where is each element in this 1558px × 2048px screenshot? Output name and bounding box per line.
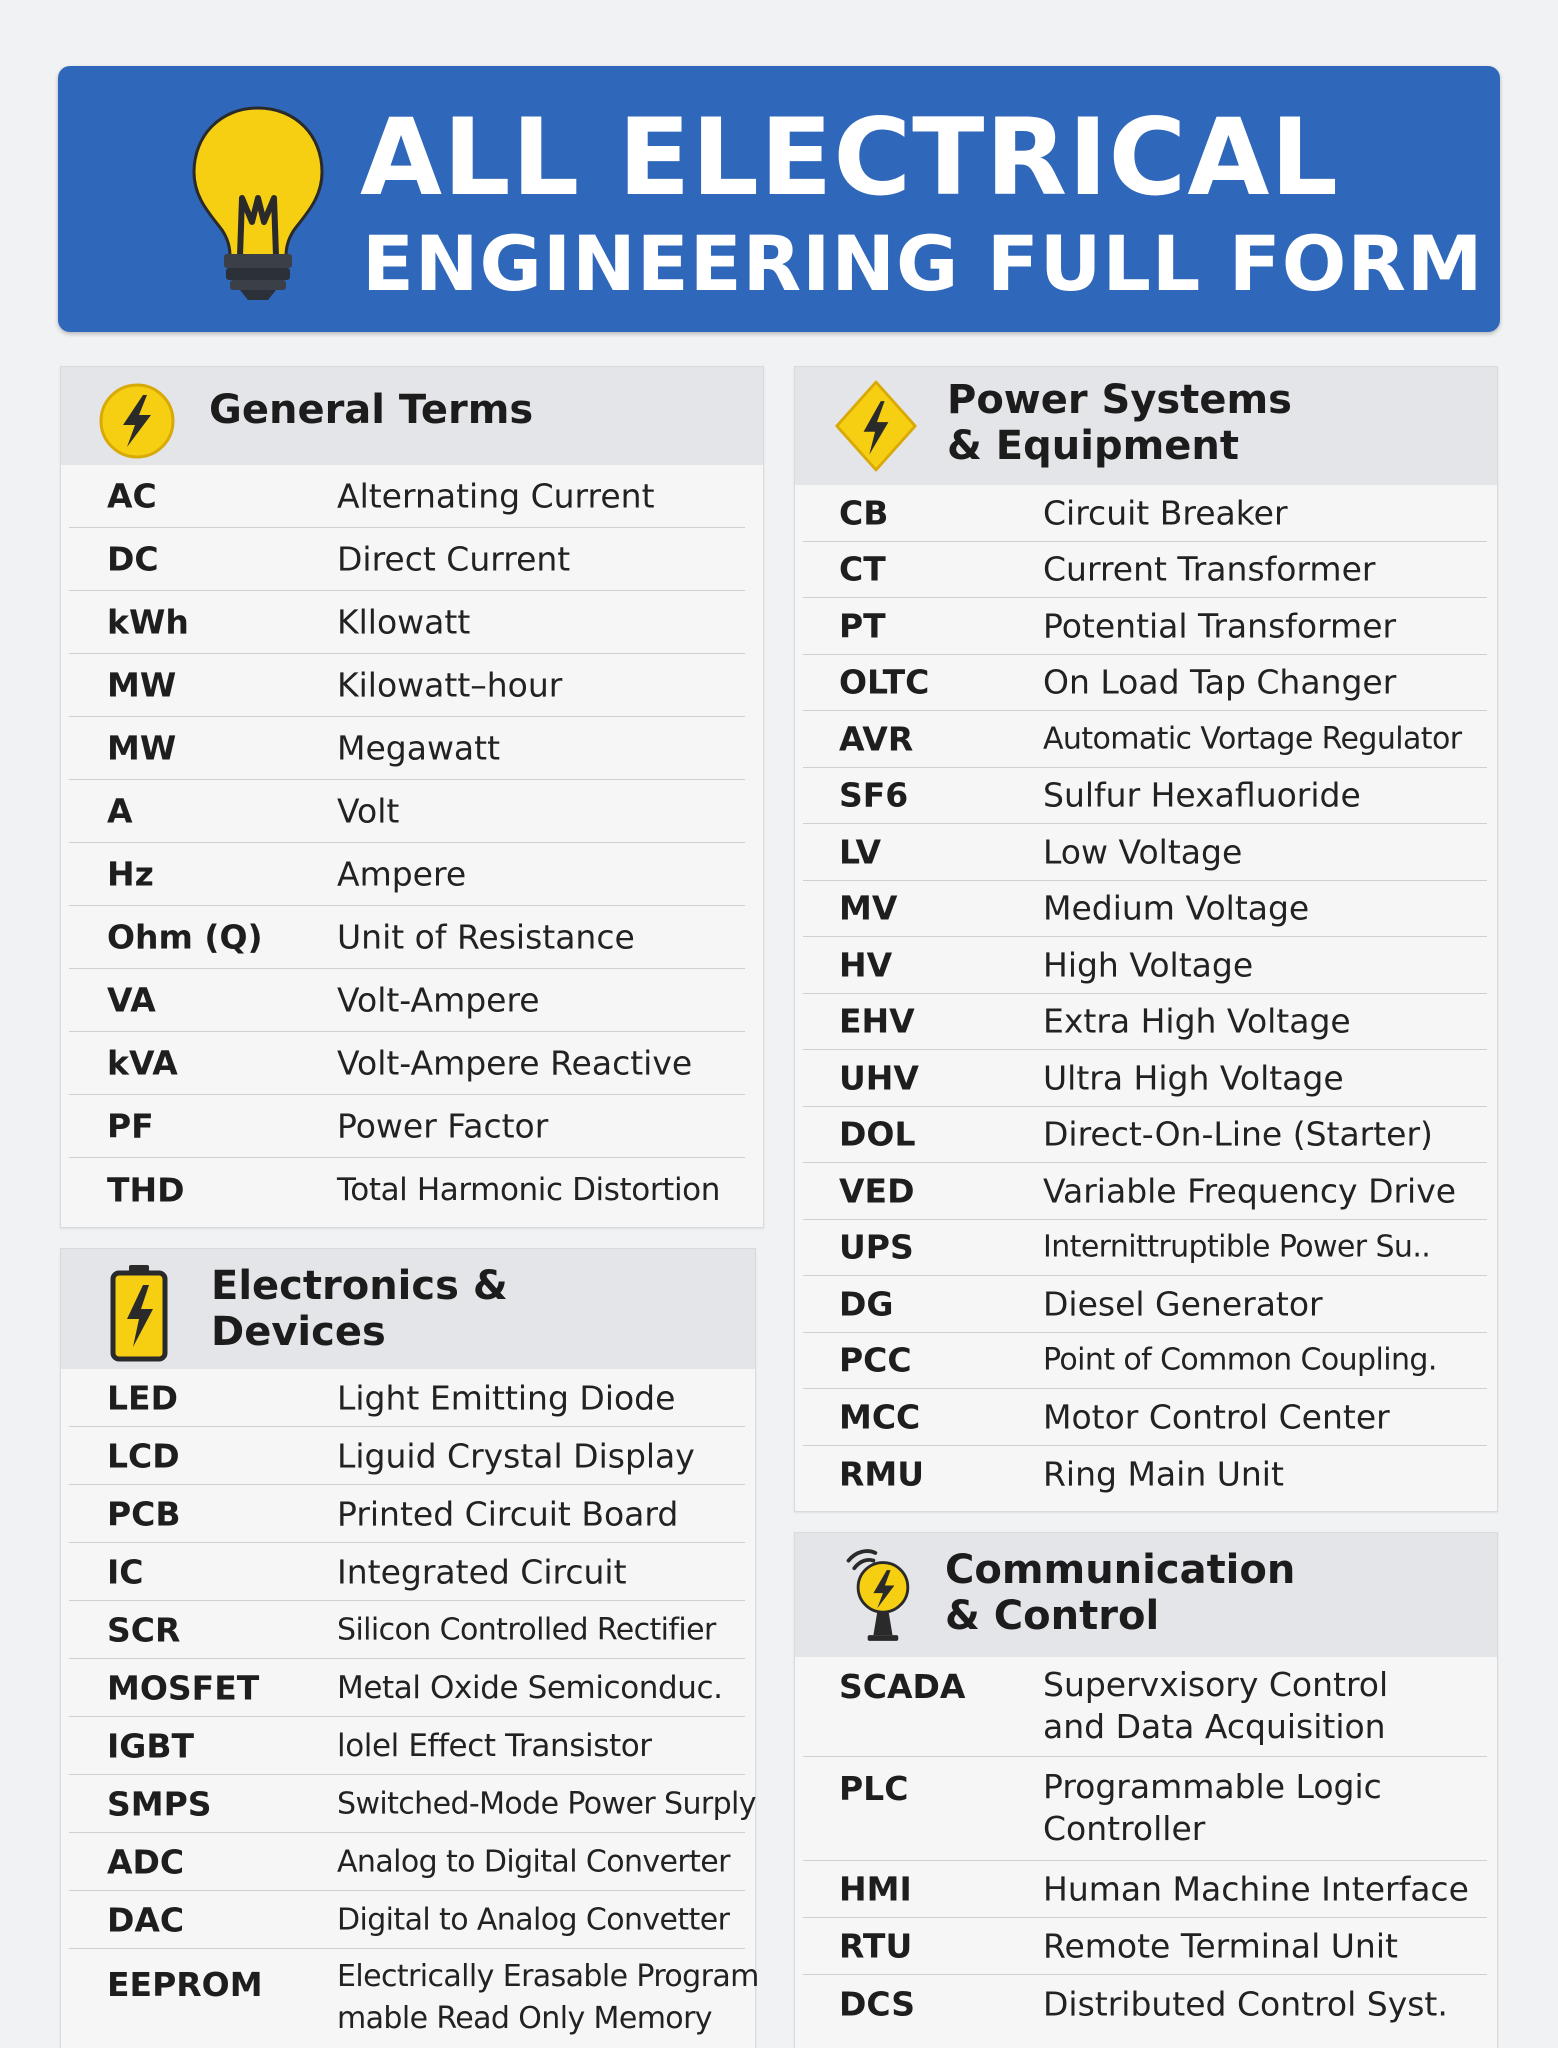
abbreviation: LCD: [107, 1436, 180, 1475]
section-header: [61, 1249, 755, 1369]
table-row: [803, 994, 1487, 1051]
table-row: [69, 1891, 745, 1949]
abbreviation: DC: [107, 539, 159, 579]
section-title-line2: & Equipment: [947, 423, 1239, 469]
table-row: [69, 1158, 745, 1221]
full-form: Silicon Controlled Rectifier: [337, 1612, 716, 1647]
section-title-line1: Power Systems: [947, 377, 1292, 423]
full-form: Remote Terminal Unit: [1043, 1926, 1398, 1966]
section-title-line1: Communication: [945, 1547, 1296, 1593]
full-form-line2: and Data Acquisition: [1043, 1707, 1386, 1746]
full-form: lolel Effect Transistor: [337, 1727, 652, 1764]
full-form: Ultra High Voltage: [1043, 1058, 1344, 1098]
abbreviation: EHV: [839, 1001, 915, 1041]
table-row: [69, 780, 745, 843]
table-row: [803, 711, 1487, 768]
table-row: [803, 485, 1487, 542]
table-row: [69, 1601, 745, 1659]
table-row: [803, 1861, 1487, 1918]
table-row: [803, 768, 1487, 825]
abbreviation: VA: [107, 980, 156, 1020]
abbreviation: LED: [107, 1378, 178, 1417]
table-row: [69, 1717, 745, 1775]
abbreviation: DAC: [107, 1900, 185, 1939]
table-row: [803, 1975, 1487, 2032]
table-row: [69, 1369, 745, 1427]
general-rows: [61, 465, 763, 1221]
table-row: [69, 465, 745, 528]
section-header: [61, 367, 763, 465]
table-row: [803, 1446, 1487, 1503]
lightning-circle-icon: [97, 381, 177, 461]
comm-rows: [795, 1657, 1497, 2032]
full-form: High Voltage: [1043, 945, 1254, 985]
full-form: Circuit Breaker: [1043, 493, 1288, 533]
full-form: Switched-Mode Power Surply: [337, 1786, 756, 1821]
abbreviation: EEPROM: [107, 1965, 263, 2004]
table-row: [803, 1389, 1487, 1446]
table-row: [69, 1659, 745, 1717]
section-title-line1: Electronics &: [211, 1263, 508, 1309]
abbreviation: ADC: [107, 1842, 185, 1881]
abbreviation: PLC: [839, 1769, 909, 1808]
abbreviation: AC: [107, 476, 157, 516]
abbreviation: MW: [107, 728, 177, 768]
abbreviation: HMI: [839, 1869, 912, 1909]
table-row: [69, 1095, 745, 1158]
full-form: Ring Main Unit: [1043, 1454, 1284, 1494]
full-form: Liguid Crystal Display: [337, 1436, 695, 1475]
table-row: [803, 1657, 1487, 1757]
abbreviation: OLTC: [839, 662, 930, 702]
table-row: [69, 906, 745, 969]
full-form: Distributed Control Syst.: [1043, 1984, 1448, 2023]
table-row: [69, 969, 745, 1032]
table-row: [69, 591, 745, 654]
section-title: General Terms: [209, 387, 534, 433]
abbreviation: kWh: [107, 602, 189, 642]
table-row: [69, 843, 745, 906]
banner-title-line1: ALL ELECTRICAL: [360, 96, 1339, 219]
table-row: [69, 1949, 759, 2039]
abbreviation: SCADA: [839, 1667, 966, 1706]
full-form-line1: Electrically Erasable Program: [337, 1959, 759, 1994]
full-form: Alternating Current: [337, 476, 655, 516]
lightning-diamond-icon: [833, 377, 919, 475]
abbreviation: MV: [839, 888, 898, 928]
battery-icon: [109, 1263, 169, 1363]
full-form: Human Machine Interface: [1043, 1869, 1469, 1909]
abbreviation: SF6: [839, 775, 909, 815]
abbreviation: HV: [839, 945, 893, 985]
abbreviation: CT: [839, 549, 886, 589]
full-form-line1: Programmable Logic: [1043, 1767, 1382, 1806]
full-form: Diesel Generator: [1043, 1284, 1323, 1324]
abbreviation: LV: [839, 832, 882, 872]
abbreviation: Hz: [107, 854, 154, 894]
full-form: Automatic Vortage Regulator: [1043, 721, 1462, 757]
table-row: [803, 1918, 1487, 1975]
abbreviation: A: [107, 791, 133, 831]
full-form-line1: Supervxisory Control: [1043, 1665, 1389, 1704]
abbreviation: PCC: [839, 1340, 912, 1380]
full-form: On Load Tap Changer: [1043, 662, 1397, 702]
full-form: Potential Transformer: [1043, 606, 1397, 646]
full-form: Sulfur Hexafluoride: [1043, 775, 1361, 815]
abbreviation: DOL: [839, 1114, 916, 1154]
abbreviation: kVA: [107, 1043, 178, 1083]
full-form: Analog to Digital Converter: [337, 1844, 730, 1879]
banner-title-line2: ENGINEERING FULL FORM: [362, 219, 1484, 308]
full-form: Ampere: [337, 854, 467, 894]
section-title-line2: & Control: [945, 1593, 1160, 1639]
full-form: Motor Control Center: [1043, 1397, 1390, 1437]
full-form: Point of Common Coupling.: [1043, 1342, 1437, 1378]
abbreviation: Ohm (Q): [107, 917, 263, 957]
abbreviation: RMU: [839, 1454, 925, 1494]
table-row: [69, 1833, 745, 1891]
full-form: Volt-Ampere: [337, 980, 540, 1020]
table-row: [803, 1163, 1487, 1220]
section-title-line2: Devices: [211, 1309, 386, 1355]
section-electronics-devices: [60, 1248, 759, 2048]
full-form: Light Emitting Diode: [337, 1378, 676, 1417]
full-form: Medium Voltage: [1043, 888, 1310, 928]
table-row: [803, 1276, 1487, 1333]
table-row: [803, 1757, 1487, 1861]
section-header: [795, 367, 1497, 485]
full-form: Internittruptible Power Su..: [1043, 1229, 1431, 1265]
full-form: Kllowatt: [337, 602, 471, 642]
table-row: [803, 1050, 1487, 1107]
table-row: [69, 1427, 745, 1485]
abbreviation: MOSFET: [107, 1668, 260, 1707]
table-row: [69, 528, 745, 591]
abbreviation: IGBT: [107, 1726, 195, 1765]
full-form: Extra High Voltage: [1043, 1001, 1351, 1041]
full-form: Digital to Analog Convetter: [337, 1902, 730, 1937]
full-form: Direct Current: [337, 539, 571, 579]
abbreviation: UHV: [839, 1058, 919, 1098]
table-row: [69, 717, 745, 780]
full-form-line2: mable Read Only Memory: [337, 2001, 712, 2036]
table-row: [69, 1543, 745, 1601]
title-banner: [58, 66, 1500, 332]
section-header: [795, 1533, 1497, 1657]
table-row: [803, 655, 1487, 712]
table-row: [69, 1485, 745, 1543]
abbreviation: PT: [839, 606, 886, 646]
table-row: [69, 654, 745, 717]
full-form: Printed Circuit Board: [337, 1494, 679, 1533]
full-form: Unit of Resistance: [337, 917, 635, 957]
table-row: [69, 1775, 756, 1833]
abbreviation: VED: [839, 1171, 915, 1211]
full-form: Integrated Circuit: [337, 1552, 627, 1591]
section-power-systems: [794, 366, 1498, 1512]
table-row: [803, 1220, 1487, 1277]
table-row: [803, 1333, 1487, 1390]
antenna-icon: [839, 1545, 925, 1645]
full-form: Kilowatt–hour: [337, 665, 563, 705]
full-form: Variable Frequency Drive: [1043, 1171, 1457, 1211]
abbreviation: UPS: [839, 1227, 914, 1267]
table-row: [69, 1032, 745, 1095]
full-form: Power Factor: [337, 1106, 549, 1146]
full-form: Current Transformer: [1043, 549, 1376, 589]
full-form-line2: Controller: [1043, 1809, 1206, 1848]
section-general-terms: [60, 366, 764, 1228]
abbreviation: AVR: [839, 719, 914, 759]
abbreviation: DCS: [839, 1984, 915, 2023]
table-row: [803, 937, 1487, 994]
full-form: Direct-On-Line (Starter): [1043, 1114, 1433, 1154]
lightbulb-icon: [188, 102, 328, 302]
table-row: [803, 881, 1487, 938]
abbreviation: RTU: [839, 1926, 913, 1966]
abbreviation: PCB: [107, 1494, 181, 1533]
full-form: Metal Oxide Semiconduc.: [337, 1669, 723, 1706]
abbreviation: IC: [107, 1552, 144, 1591]
table-row: [803, 1107, 1487, 1164]
electronics-rows: [61, 1369, 759, 2039]
abbreviation: DG: [839, 1284, 894, 1324]
table-row: [803, 598, 1487, 655]
section-communication-control: [794, 1532, 1498, 2048]
full-form: Total Harmonic Distortion: [337, 1171, 720, 1208]
full-form: Volt: [337, 791, 400, 831]
table-row: [803, 824, 1487, 881]
full-form: Low Voltage: [1043, 832, 1243, 872]
abbreviation: CB: [839, 493, 889, 533]
table-row: [803, 542, 1487, 599]
abbreviation: THD: [107, 1170, 185, 1209]
full-form: Volt-Ampere Reactive: [337, 1043, 693, 1083]
abbreviation: SMPS: [107, 1784, 212, 1823]
abbreviation: MCC: [839, 1397, 921, 1437]
abbreviation: SCR: [107, 1610, 181, 1649]
power-rows: [795, 485, 1497, 1502]
full-form: Megawatt: [337, 728, 501, 768]
abbreviation: PF: [107, 1106, 154, 1146]
abbreviation: MW: [107, 665, 177, 705]
